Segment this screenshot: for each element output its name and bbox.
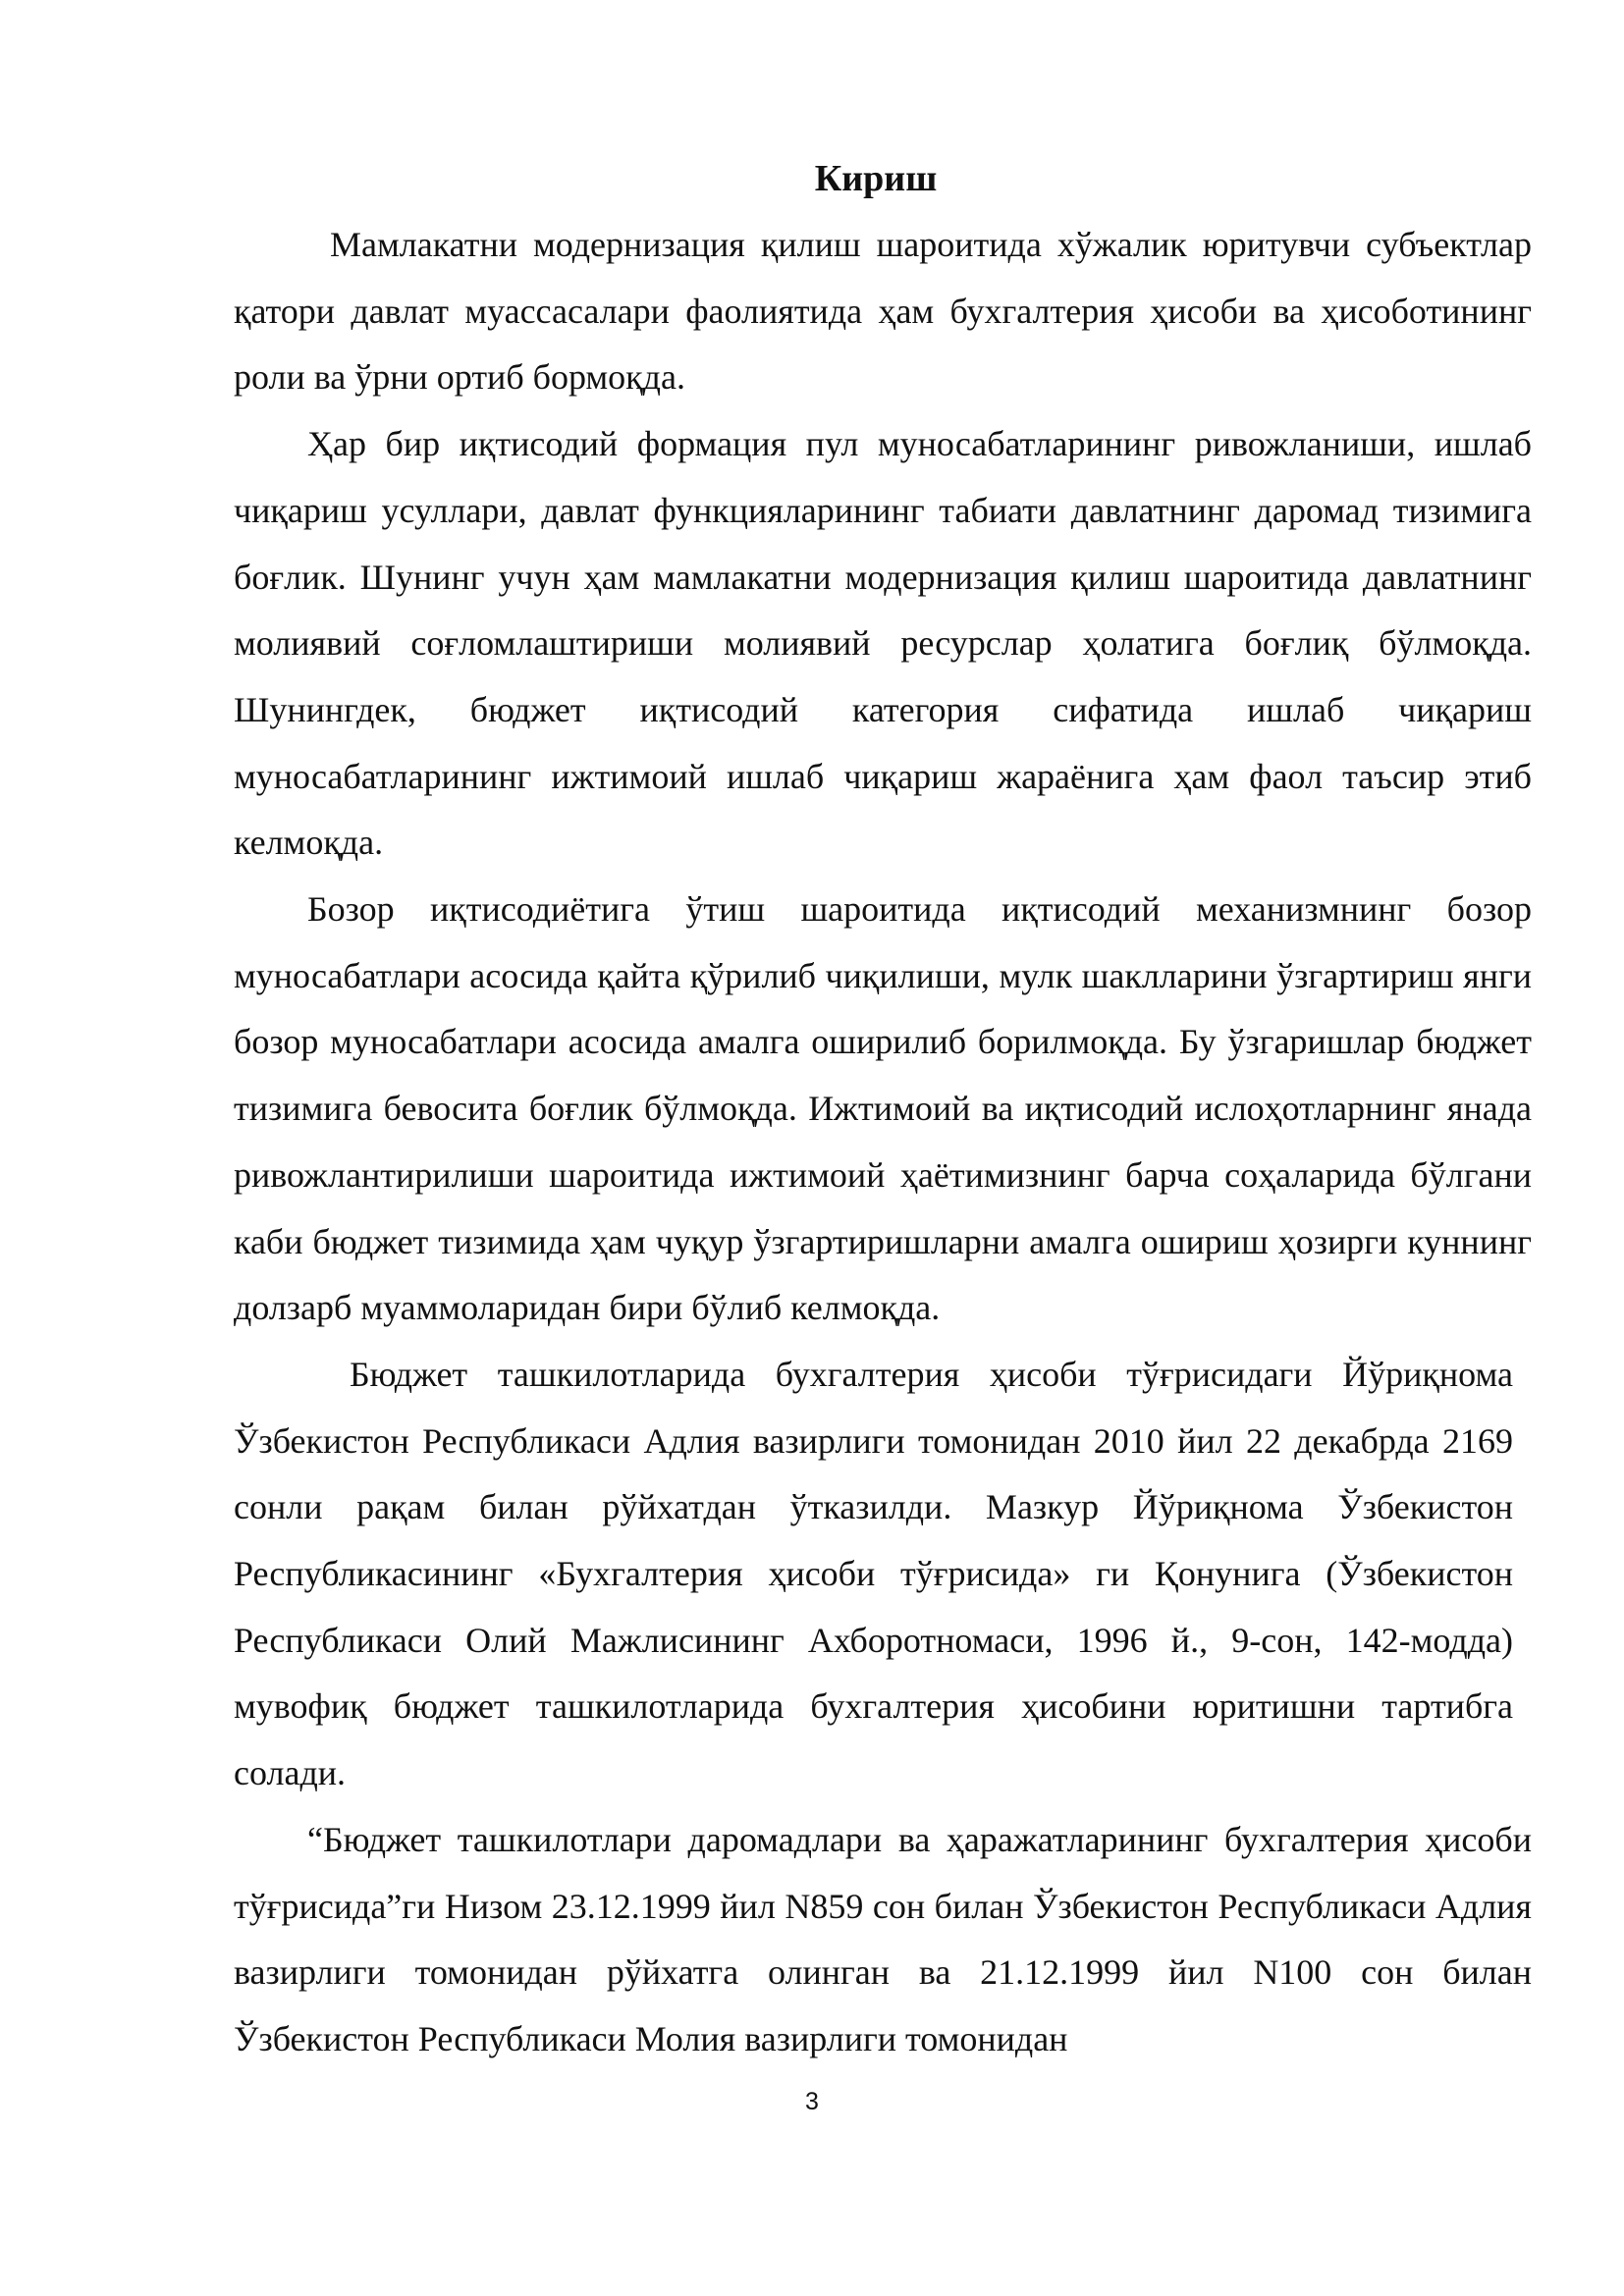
paragraph-2: Ҳар бир иқтисодий формация пул муносабатларининг ривожланиши, ишлаб чиқариш усуллари, давлат функцияларининг табиати давлатнинг даромад тизимига боғлик. Шунинг учун ҳам мамлакатни модернизация қилиш шароитида давлатнинг молиявий соғломлаштириши молиявий ресурслар ҳолатига боғлиқ бўлмоқда. Шунингдек, бюджет иқтисодий категория сифатида ишлаб чиқариш муносабатларининг ижтимоий ишлаб чиқариш жараёнига ҳам фаол таъсир этиб келмоқда. bbox=[234, 424, 1532, 863]
paragraph-5: “Бюджет ташкилотлари даромадлари ва ҳаражатларининг бухгалтерия ҳисоби тўғрисида”ги Низом 23.12.1999 йил N859 сон билан Ўзбекистон Республикаси Адлия вазирлиги томонидан рўйхатга олинган ва 21.12.1999 йил N100 сон билан Ўзбекистон Республикаси Молия вазирлиги томонидан bbox=[234, 1819, 1532, 2058]
page-number: 3 bbox=[805, 2088, 819, 2115]
body-text bbox=[234, 212, 1532, 2073]
paragraph-1: Мамлакатни модернизация қилиш шароитида хўжалик юритувчи субъектлар қатори давлат муассасалари фаолиятида ҳам бухгалтерия ҳисоби ва ҳисоботининг роли ва ўрни ортиб бормоқда. bbox=[234, 225, 1532, 398]
paragraph-3: Бозор иқтисодиётига ўтиш шароитида иқтисодий механизмнинг бозор муносабатлари асосида қайта қўрилиб чиқилиши, мулк шаклларини ўзгартириш янги бозор муносабатлари асосида амалга оширилиб борилмоқда. Бу ўзгаришлар бюджет тизимига бевосита боғлик бўлмоқда. Ижтимоий ва иқтисодий ислоҳотларнинг янада ривожлантирилиши шароитида ижтимоий ҳаётимизнинг барча соҳаларида бўлгани каби бюджет тизимида ҳам чуқур ўзгартиришларни амалга ошириш ҳозирги куннинг долзарб муаммоларидан бири бўлиб келмоқда. bbox=[234, 889, 1532, 1328]
paragraph-4: Бюджет ташкилотларида бухгалтерия ҳисоби тўғрисидаги Йўриқнома Ўзбекистон Республикаси Адлия вазирлиги томонидан 2010 йил 22 декабрда 2169 сонли рақам билан рўйхатдан ўтказилди. Мазкур Йўриқнома Ўзбекистон Республикасининг «Бухгалтерия ҳисоби тўғрисида» ги Қонунига (Ўзбекистон Республикаси Олий Мажлисининг Ахборотномаси, 1996 й., 9-сон, 142-модда) мувофиқ бюджет ташкилотларида бухгалтерия ҳисобини юритишни тартибга солади. bbox=[234, 1354, 1513, 1793]
section-title: Кириш bbox=[814, 158, 938, 199]
